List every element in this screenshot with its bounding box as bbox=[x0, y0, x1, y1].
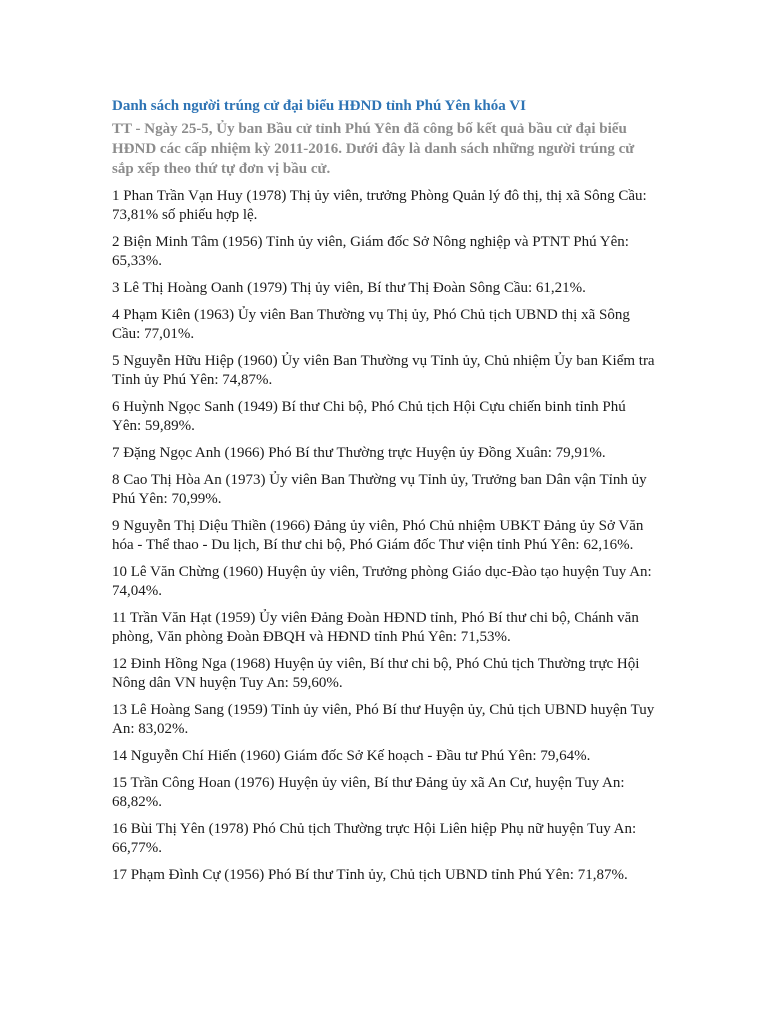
list-item: 1 Phan Trần Vạn Huy (1978) Thị ủy viên, trưởng Phòng Quản lý đô thị, thị xã Sông Cầu: 73,81% số phiếu hợp lệ. bbox=[112, 188, 647, 223]
list-item: 13 Lê Hoàng Sang (1959) Tỉnh ủy viên, Phó Bí thư Huyện ủy, Chủ tịch UBND huyện Tuy An: 83,02%. bbox=[112, 702, 655, 737]
document-lead: TT - Ngày 25-5, Ủy ban Bầu cử tỉnh Phú Yên đã công bố kết quả bầu cử đại biểu HĐND các cấp nhiệm kỳ 2011-2016. Dưới đây là danh sách những người trúng cử sắp xếp theo thứ tự đơn vị bầu cử. bbox=[112, 121, 635, 177]
list-item: 11 Trần Văn Hạt (1959) Ủy viên Đảng Đoàn HĐND tỉnh, Phó Bí thư chi bộ, Chánh văn phòng, Văn phòng Đoàn ĐBQH và HĐND tỉnh Phú Yên: 71,53%. bbox=[112, 610, 639, 645]
list-item: 4 Phạm Kiên (1963) Ủy viên Ban Thường vụ Thị ủy, Phó Chủ tịch UBND thị xã Sông Cầu: 77,01%. bbox=[112, 307, 630, 342]
list-item: 16 Bùi Thị Yên (1978) Phó Chủ tịch Thường trực Hội Liên hiệp Phụ nữ huyện Tuy An: 66,77%. bbox=[112, 821, 637, 856]
list-item: 14 Nguyễn Chí Hiến (1960) Giám đốc Sở Kế hoạch - Đầu tư Phú Yên: 79,64%. bbox=[112, 748, 591, 764]
list-item: 5 Nguyễn Hữu Hiệp (1960) Ủy viên Ban Thường vụ Tỉnh ủy, Chủ nhiệm Ủy ban Kiểm tra Tỉnh ủy Phú Yên: 74,87%. bbox=[112, 353, 655, 388]
list-item: 9 Nguyễn Thị Diệu Thiền (1966) Đảng ủy viên, Phó Chủ nhiệm UBKT Đảng ủy Sở Văn hóa - Thể thao - Du lịch, Bí thư chi bộ, Phó Giám đốc Thư viện tỉnh Phú Yên: 62,16%. bbox=[112, 518, 644, 553]
list-item: 12 Đinh Hồng Nga (1968) Huyện ủy viên, Bí thư chi bộ, Phó Chủ tịch Thường trực Hội Nông dân VN huyện Tuy An: 59,60%. bbox=[112, 656, 640, 691]
list-item: 17 Phạm Đình Cự (1956) Phó Bí thư Tỉnh ủy, Chủ tịch UBND tỉnh Phú Yên: 71,87%. bbox=[112, 867, 628, 883]
document-page bbox=[112, 96, 657, 893]
list-item: 3 Lê Thị Hoàng Oanh (1979) Thị ủy viên, Bí thư Thị Đoàn Sông Cầu: 61,21%. bbox=[112, 280, 586, 296]
candidate-list bbox=[112, 187, 657, 885]
document-title: Danh sách người trúng cử đại biểu HĐND tỉnh Phú Yên khóa VI bbox=[112, 98, 526, 114]
list-item: 10 Lê Văn Chừng (1960) Huyện ủy viên, Trưởng phòng Giáo dục-Đào tạo huyện Tuy An: 74,04%. bbox=[112, 564, 652, 599]
list-item: 7 Đặng Ngọc Anh (1966) Phó Bí thư Thường trực Huyện ủy Đồng Xuân: 79,91%. bbox=[112, 445, 606, 461]
list-item: 15 Trần Công Hoan (1976) Huyện ủy viên, Bí thư Đảng ủy xã An Cư, huyện Tuy An: 68,82%. bbox=[112, 775, 625, 810]
list-item: 2 Biện Minh Tâm (1956) Tỉnh ủy viên, Giám đốc Sở Nông nghiệp và PTNT Phú Yên: 65,33%. bbox=[112, 234, 629, 269]
list-item: 6 Huỳnh Ngọc Sanh (1949) Bí thư Chi bộ, Phó Chủ tịch Hội Cựu chiến binh tỉnh Phú Yên: 59,89%. bbox=[112, 399, 626, 434]
list-item: 8 Cao Thị Hòa An (1973) Ủy viên Ban Thường vụ Tỉnh ủy, Trưởng ban Dân vận Tỉnh ủy Phú Yên: 70,99%. bbox=[112, 472, 647, 507]
